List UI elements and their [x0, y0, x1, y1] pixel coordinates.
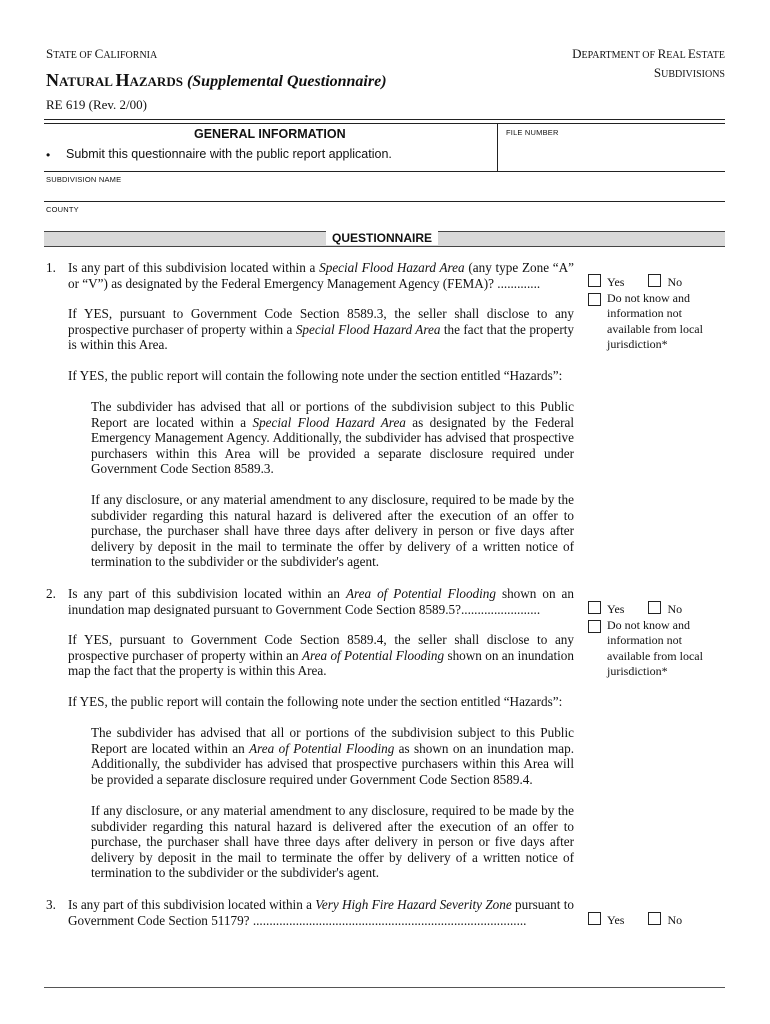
top-double-rule-1	[44, 119, 725, 120]
file-number-label: FILE NUMBER	[506, 128, 559, 137]
q2-note-intro: If YES, the public report will contain the following note under the section entitled “Hazards”:	[68, 694, 563, 709]
rule-after-subdivision	[44, 201, 725, 202]
q2-note-paragraph-1: The subdivider has advised that all or portions of the subdivision subject to this Public Report are located within an Area of Potential Flooding as shown on an inundation map. Additionally, the subdivider has advised that prospective purchasers within this Area will be provided a separate disclosure required under Government Code Section 8589.4.	[91, 725, 574, 787]
q1-note-paragraph-1: The subdivider has advised that all or portions of the subdivision subject to this Public Report are located within a Special Flood Hazard Area as designated by the Federal Emergency Management Agency. Additionally, the subdivider has advised that prospective purchasers within this Area will be provided a separate disclosure required under Government Code Section 8589.3.	[91, 399, 574, 477]
q2-no-checkbox[interactable]	[648, 601, 661, 614]
q1-yes-no-row	[588, 274, 718, 291]
q2-number: 2.	[46, 586, 56, 601]
q2-yes-label: Yes	[607, 602, 625, 616]
q2-question: Is any part of this subdivision located within an Area of Potential Flooding shown on an inundation map designated pursuant to Government Code Section 8589.5?........................	[68, 586, 574, 617]
q1-question: Is any part of this subdivision located within a Special Flood Hazard Area (any type Zone “A” or “V”) as designated by the Federal Emergency Management Agency (FEMA)? .............	[68, 260, 575, 291]
file-number-field[interactable]	[500, 138, 723, 170]
q3-no-checkbox[interactable]	[648, 912, 661, 925]
q1-dont-know-row	[588, 291, 718, 353]
bottom-rule	[44, 987, 725, 988]
q1-answer-options	[588, 274, 718, 353]
q1-yes-label: Yes	[607, 275, 625, 289]
q2-dont-know-label: Do not know and information not available from local jurisdiction*	[607, 617, 703, 678]
q2-yes-checkbox[interactable]	[588, 601, 601, 614]
file-number-divider	[497, 123, 498, 171]
q3-yes-checkbox[interactable]	[588, 912, 601, 925]
q3-yes-label: Yes	[607, 913, 625, 927]
submission-instruction: Submit this questionnaire with the public report application.	[66, 147, 392, 161]
q2-yes-no-row	[588, 601, 718, 618]
q1-no-label: No	[667, 275, 683, 289]
q2-note-paragraph-2: If any disclosure, or any material amendment to any disclosure, required to be made by the subdivider regarding this natural hazard is delivered after the execution of an offer to purchase, the purchaser shall have three days after delivery in person or five days after delivery by deposit in the mail to terminate the offer by delivery of a written notice of termination to the subdivider or the subdivider's agent.	[91, 803, 574, 881]
general-information-heading: GENERAL INFORMATION	[194, 127, 346, 141]
q2-dont-know-row	[588, 618, 718, 680]
rule-after-general	[44, 171, 725, 172]
q3-answer-options	[588, 912, 718, 929]
q1-note-paragraph-2: If any disclosure, or any material amendment to any disclosure, required to be made by the subdivider regarding this natural hazard is delivered after the execution of an offer to purchase, the purchaser shall have three days after delivery in person or five days after delivery by deposit in the mail to terminate the offer by delivery of a written notice of termination to the subdivider or the subdivider's agent.	[91, 492, 574, 570]
q1-number: 1.	[46, 260, 56, 275]
bullet: •	[46, 148, 51, 162]
q2-no-label: No	[667, 602, 683, 616]
q3-yes-no-row	[588, 912, 718, 929]
state-of-california: STATE OF CALIFORNIA	[46, 46, 158, 61]
q2-if-yes-disclosure: If YES, pursuant to Government Code Section 8589.4, the seller shall disclose to any prospective purchaser of property within an Area of Potential Flooding shown on an inundation map the fact that the property is within this Area.	[68, 632, 574, 679]
department-line-2: SUBDIVISIONS	[653, 65, 725, 80]
q1-if-yes-disclosure: If YES, pursuant to Government Code Section 8589.3, the seller shall disclose to any prospective purchaser of property within a Special Flood Hazard Area the fact that the property is within this Area.	[68, 306, 574, 353]
q1-note-intro: If YES, the public report will contain the following note under the section entitled “Hazards”:	[68, 368, 563, 383]
q2-answer-options	[588, 601, 718, 680]
form-number: RE 619 (Rev. 2/00)	[46, 97, 147, 112]
questionnaire-heading: QUESTIONNAIRE	[326, 231, 438, 245]
q1-dont-know-checkbox[interactable]	[588, 293, 601, 306]
q3-no-label: No	[667, 913, 683, 927]
department-name	[572, 45, 725, 83]
county-field[interactable]	[44, 214, 725, 229]
top-double-rule-2	[44, 123, 725, 124]
q1-yes-checkbox[interactable]	[588, 274, 601, 287]
q2-dont-know-checkbox[interactable]	[588, 620, 601, 633]
q1-dont-know-label: Do not know and information not available from local jurisdiction*	[607, 290, 703, 351]
county-label: COUNTY	[46, 205, 79, 214]
q3-question: Is any part of this subdivision located within a Very High Fire Hazard Severity Zone pursuant to Government Code Section 51179? ...................................................................................	[68, 897, 574, 928]
subdivision-name-field[interactable]	[44, 184, 725, 199]
form-title: NATURAL HAZARDS (Supplemental Questionnaire)	[46, 70, 387, 90]
q1-no-checkbox[interactable]	[648, 274, 661, 287]
department-line-1: DEPARTMENT OF REAL ESTATE	[572, 46, 725, 61]
subdivision-name-label: SUBDIVISION NAME	[46, 175, 122, 184]
q3-number: 3.	[46, 897, 56, 912]
